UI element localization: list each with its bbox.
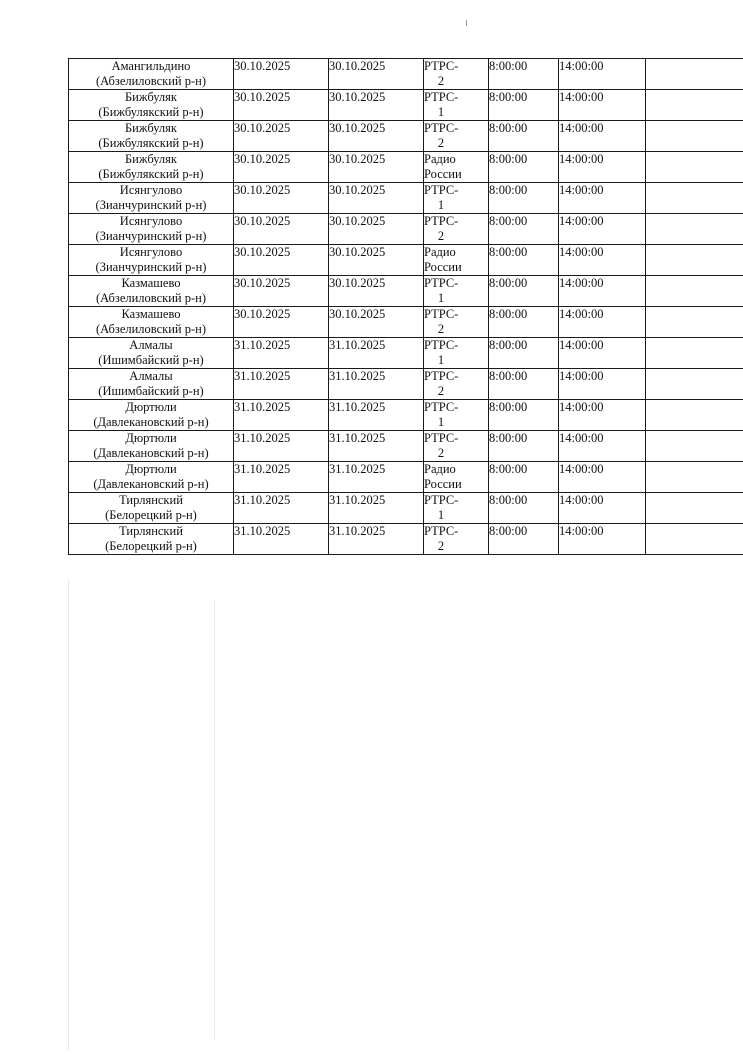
district-name: (Абзелиловский р-н) xyxy=(95,74,207,88)
location-cell xyxy=(69,276,234,307)
channel-line2: 1 xyxy=(437,291,445,305)
table-row xyxy=(69,307,743,338)
end-time-cell: 14:00:00 xyxy=(559,307,646,338)
channel-line2: 1 xyxy=(437,415,445,429)
scan-artifact-line xyxy=(214,600,215,1040)
start-time-cell: 8:00:00 xyxy=(489,400,559,431)
table-row xyxy=(69,493,743,524)
start-date-cell: 30.10.2025 xyxy=(234,245,329,276)
start-time-cell: 8:00:00 xyxy=(489,121,559,152)
district-name: (Белорецкий р-н) xyxy=(105,539,197,553)
location-cell xyxy=(69,431,234,462)
channel-cell xyxy=(424,59,489,90)
end-time-cell: 14:00:00 xyxy=(559,493,646,524)
place-name: Тирлянский xyxy=(119,493,183,507)
channel-cell xyxy=(424,524,489,555)
empty-cell xyxy=(646,183,743,214)
channel-cell xyxy=(424,493,489,524)
place-name: Тирлянский xyxy=(119,524,183,538)
place-name: Казмашево xyxy=(121,276,181,290)
location-cell xyxy=(69,524,234,555)
table-row xyxy=(69,183,743,214)
location-cell xyxy=(69,214,234,245)
start-time-cell: 8:00:00 xyxy=(489,493,559,524)
channel-line1: РТРС- xyxy=(424,524,459,538)
channel-line1: РТРС- xyxy=(424,121,459,135)
end-date-cell: 30.10.2025 xyxy=(329,214,424,245)
end-date-cell: 30.10.2025 xyxy=(329,307,424,338)
district-name: (Бижбулякский р-н) xyxy=(98,105,204,119)
table-row xyxy=(69,214,743,245)
channel-line2: 2 xyxy=(437,136,445,150)
channel-line2: 1 xyxy=(437,198,445,212)
channel-line1: РТРС- xyxy=(424,59,459,73)
channel-line2: 2 xyxy=(437,322,445,336)
district-name: (Ишимбайский р-н) xyxy=(98,384,204,398)
end-date-cell: 31.10.2025 xyxy=(329,369,424,400)
schedule-body xyxy=(69,59,743,555)
end-time-cell: 14:00:00 xyxy=(559,462,646,493)
table-row xyxy=(69,59,743,90)
location-cell xyxy=(69,462,234,493)
end-date-cell: 30.10.2025 xyxy=(329,90,424,121)
channel-cell xyxy=(424,214,489,245)
channel-line2: 2 xyxy=(437,74,445,88)
empty-cell xyxy=(646,462,743,493)
start-date-cell: 31.10.2025 xyxy=(234,369,329,400)
channel-line1: РТРС- xyxy=(424,493,459,507)
start-time-cell: 8:00:00 xyxy=(489,152,559,183)
start-date-cell: 31.10.2025 xyxy=(234,493,329,524)
table-row xyxy=(69,276,743,307)
end-date-cell: 31.10.2025 xyxy=(329,400,424,431)
start-time-cell: 8:00:00 xyxy=(489,90,559,121)
place-name: Исянгулово xyxy=(119,245,183,259)
end-time-cell: 14:00:00 xyxy=(559,152,646,183)
end-time-cell: 14:00:00 xyxy=(559,121,646,152)
channel-line1: РТРС- xyxy=(424,183,459,197)
end-date-cell: 30.10.2025 xyxy=(329,152,424,183)
channel-line2: 1 xyxy=(437,353,445,367)
channel-cell xyxy=(424,369,489,400)
start-date-cell: 30.10.2025 xyxy=(234,152,329,183)
start-time-cell: 8:00:00 xyxy=(489,524,559,555)
district-name: (Зианчуринский р-н) xyxy=(95,260,207,274)
end-date-cell: 30.10.2025 xyxy=(329,121,424,152)
start-time-cell: 8:00:00 xyxy=(489,338,559,369)
end-date-cell: 30.10.2025 xyxy=(329,276,424,307)
place-name: Алмалы xyxy=(129,369,173,383)
place-name: Дюртюли xyxy=(125,431,177,445)
channel-line2: 1 xyxy=(437,105,445,119)
location-cell xyxy=(69,245,234,276)
location-cell xyxy=(69,493,234,524)
channel-line2: 2 xyxy=(437,229,445,243)
channel-line1: РТРС- xyxy=(424,90,459,104)
channel-line1: Радио xyxy=(424,152,456,166)
table-row xyxy=(69,90,743,121)
table-row xyxy=(69,524,743,555)
empty-cell xyxy=(646,307,743,338)
channel-cell xyxy=(424,276,489,307)
end-time-cell: 14:00:00 xyxy=(559,183,646,214)
start-date-cell: 30.10.2025 xyxy=(234,214,329,245)
channel-line2: 2 xyxy=(437,539,445,553)
channel-line2: России xyxy=(424,477,462,491)
table-row xyxy=(69,400,743,431)
start-time-cell: 8:00:00 xyxy=(489,307,559,338)
channel-line1: РТРС- xyxy=(424,276,459,290)
district-name: (Белорецкий р-н) xyxy=(105,508,197,522)
empty-cell xyxy=(646,121,743,152)
scan-artifact-line xyxy=(466,20,467,26)
end-date-cell: 30.10.2025 xyxy=(329,245,424,276)
empty-cell xyxy=(646,369,743,400)
channel-line2: России xyxy=(424,167,462,181)
place-name: Дюртюли xyxy=(125,400,177,414)
start-date-cell: 30.10.2025 xyxy=(234,90,329,121)
table-row xyxy=(69,338,743,369)
empty-cell xyxy=(646,276,743,307)
end-time-cell: 14:00:00 xyxy=(559,524,646,555)
channel-cell xyxy=(424,307,489,338)
start-date-cell: 30.10.2025 xyxy=(234,307,329,338)
location-cell xyxy=(69,152,234,183)
empty-cell xyxy=(646,59,743,90)
table-row xyxy=(69,152,743,183)
empty-cell xyxy=(646,431,743,462)
start-time-cell: 8:00:00 xyxy=(489,276,559,307)
district-name: (Бижбулякский р-н) xyxy=(98,136,204,150)
channel-cell xyxy=(424,245,489,276)
district-name: (Зианчуринский р-н) xyxy=(95,229,207,243)
start-date-cell: 31.10.2025 xyxy=(234,338,329,369)
channel-line1: Радио xyxy=(424,462,456,476)
start-date-cell: 31.10.2025 xyxy=(234,400,329,431)
district-name: (Бижбулякский р-н) xyxy=(98,167,204,181)
channel-line2: России xyxy=(424,260,462,274)
empty-cell xyxy=(646,214,743,245)
district-name: (Абзелиловский р-н) xyxy=(95,291,207,305)
channel-cell xyxy=(424,152,489,183)
start-time-cell: 8:00:00 xyxy=(489,369,559,400)
location-cell xyxy=(69,338,234,369)
channel-line1: РТРС- xyxy=(424,307,459,321)
schedule-table xyxy=(68,58,743,555)
table-row xyxy=(69,369,743,400)
end-time-cell: 14:00:00 xyxy=(559,431,646,462)
place-name: Амангильдино xyxy=(111,59,191,73)
start-time-cell: 8:00:00 xyxy=(489,462,559,493)
start-date-cell: 31.10.2025 xyxy=(234,524,329,555)
table-row xyxy=(69,121,743,152)
end-date-cell: 31.10.2025 xyxy=(329,493,424,524)
location-cell xyxy=(69,400,234,431)
channel-line1: РТРС- xyxy=(424,400,459,414)
location-cell xyxy=(69,183,234,214)
start-date-cell: 30.10.2025 xyxy=(234,276,329,307)
scan-artifact-line xyxy=(68,580,69,1050)
district-name: (Давлекановский р-н) xyxy=(93,446,209,460)
district-name: (Ишимбайский р-н) xyxy=(98,353,204,367)
end-time-cell: 14:00:00 xyxy=(559,214,646,245)
location-cell xyxy=(69,369,234,400)
table-row xyxy=(69,462,743,493)
end-time-cell: 14:00:00 xyxy=(559,369,646,400)
place-name: Бижбуляк xyxy=(125,152,177,166)
channel-line1: РТРС- xyxy=(424,369,459,383)
end-date-cell: 31.10.2025 xyxy=(329,462,424,493)
empty-cell xyxy=(646,400,743,431)
channel-cell xyxy=(424,431,489,462)
place-name: Бижбуляк xyxy=(125,90,177,104)
channel-line2: 2 xyxy=(437,446,445,460)
end-date-cell: 30.10.2025 xyxy=(329,59,424,90)
start-time-cell: 8:00:00 xyxy=(489,431,559,462)
channel-line1: Радио xyxy=(424,245,456,259)
channel-line1: РТРС- xyxy=(424,214,459,228)
district-name: (Давлекановский р-н) xyxy=(93,477,209,491)
end-time-cell: 14:00:00 xyxy=(559,276,646,307)
start-date-cell: 30.10.2025 xyxy=(234,121,329,152)
start-date-cell: 31.10.2025 xyxy=(234,462,329,493)
end-time-cell: 14:00:00 xyxy=(559,338,646,369)
channel-cell xyxy=(424,183,489,214)
empty-cell xyxy=(646,524,743,555)
channel-line1: РТРС- xyxy=(424,338,459,352)
end-time-cell: 14:00:00 xyxy=(559,59,646,90)
end-date-cell: 31.10.2025 xyxy=(329,524,424,555)
end-time-cell: 14:00:00 xyxy=(559,245,646,276)
empty-cell xyxy=(646,152,743,183)
table-row xyxy=(69,245,743,276)
channel-line2: 1 xyxy=(437,508,445,522)
place-name: Алмалы xyxy=(129,338,173,352)
place-name: Казмашево xyxy=(121,307,181,321)
place-name: Дюртюли xyxy=(125,462,177,476)
empty-cell xyxy=(646,245,743,276)
start-time-cell: 8:00:00 xyxy=(489,214,559,245)
end-date-cell: 31.10.2025 xyxy=(329,338,424,369)
start-date-cell: 31.10.2025 xyxy=(234,431,329,462)
start-date-cell: 30.10.2025 xyxy=(234,183,329,214)
district-name: (Зианчуринский р-н) xyxy=(95,198,207,212)
district-name: (Абзелиловский р-н) xyxy=(95,322,207,336)
start-time-cell: 8:00:00 xyxy=(489,183,559,214)
empty-cell xyxy=(646,338,743,369)
location-cell xyxy=(69,307,234,338)
start-time-cell: 8:00:00 xyxy=(489,59,559,90)
channel-line2: 2 xyxy=(437,384,445,398)
empty-cell xyxy=(646,493,743,524)
start-time-cell: 8:00:00 xyxy=(489,245,559,276)
channel-cell xyxy=(424,90,489,121)
channel-cell xyxy=(424,462,489,493)
table-row xyxy=(69,431,743,462)
place-name: Бижбуляк xyxy=(125,121,177,135)
end-date-cell: 31.10.2025 xyxy=(329,431,424,462)
district-name: (Давлекановский р-н) xyxy=(93,415,209,429)
location-cell xyxy=(69,90,234,121)
location-cell xyxy=(69,121,234,152)
channel-cell xyxy=(424,121,489,152)
channel-line1: РТРС- xyxy=(424,431,459,445)
channel-cell xyxy=(424,338,489,369)
end-time-cell: 14:00:00 xyxy=(559,400,646,431)
end-date-cell: 30.10.2025 xyxy=(329,183,424,214)
start-date-cell: 30.10.2025 xyxy=(234,59,329,90)
channel-cell xyxy=(424,400,489,431)
place-name: Исянгулово xyxy=(119,214,183,228)
location-cell xyxy=(69,59,234,90)
place-name: Исянгулово xyxy=(119,183,183,197)
empty-cell xyxy=(646,90,743,121)
end-time-cell: 14:00:00 xyxy=(559,90,646,121)
